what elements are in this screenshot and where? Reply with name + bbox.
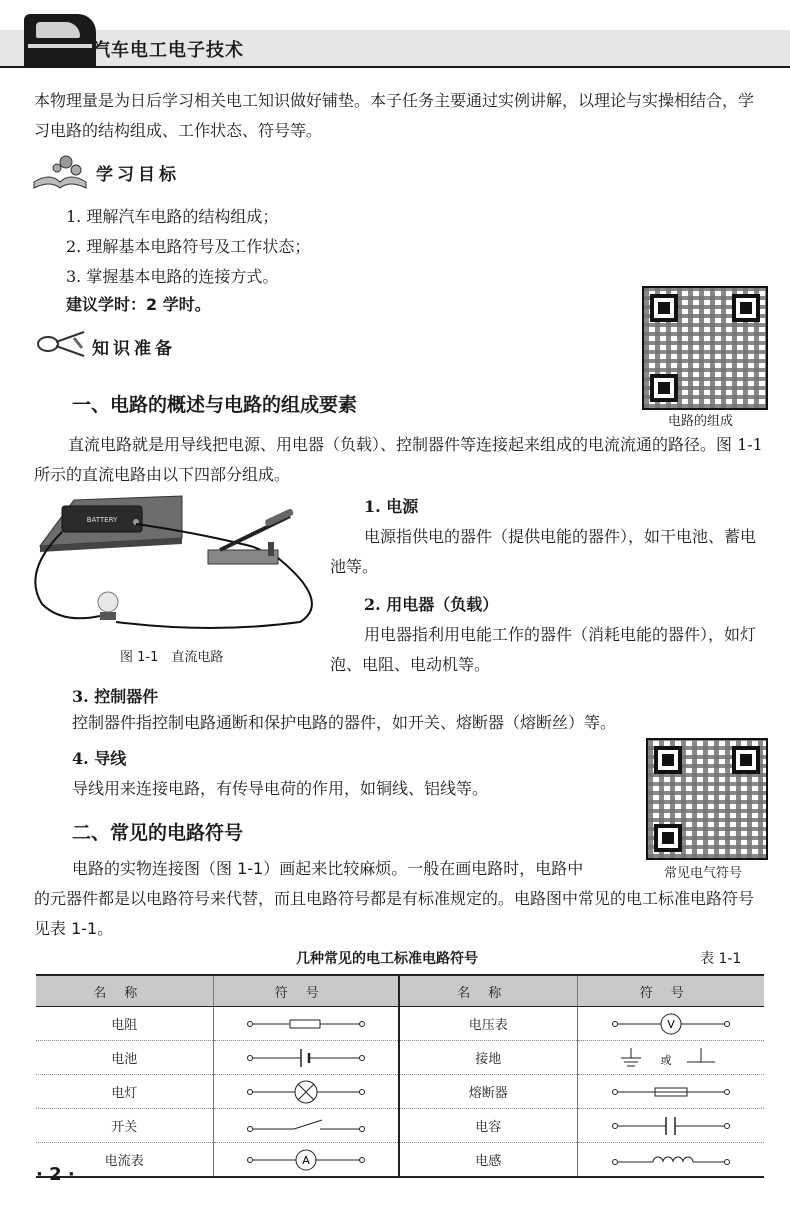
- figure-caption: 图 1-1 直流电路: [120, 650, 224, 665]
- objective-2: 2. 理解基本电路符号及工作状态；: [66, 237, 311, 256]
- name-voltmeter: 电压表: [399, 1007, 577, 1041]
- name-ground: 接地: [399, 1041, 577, 1075]
- prep-title: 知识准备: [92, 339, 176, 359]
- voltmeter-letter: V: [667, 1017, 675, 1031]
- item1-heading: 1. 电源: [364, 497, 419, 516]
- ammeter-symbol-icon: [213, 1143, 399, 1178]
- item3-heading: 3. 控制器件: [72, 687, 159, 706]
- qr-code-electrical-symbols[interactable]: [646, 738, 768, 860]
- switch-symbol-icon: [213, 1109, 399, 1143]
- objectives-title: 学习目标: [96, 165, 180, 185]
- ground-or-label: 或: [660, 1053, 672, 1067]
- name-inductor: 电感: [399, 1143, 577, 1178]
- name-battery: 电池: [36, 1041, 213, 1075]
- item3-text: 控制器件指控制电路通断和保护电路的器件，如开关、熔断器（熔断丝）等。: [72, 713, 617, 732]
- fuse-symbol-icon: [577, 1075, 764, 1109]
- name-resistor: 电阻: [36, 1007, 213, 1041]
- capacitor-symbol-icon: [577, 1109, 764, 1143]
- dc-circuit-figure: [32, 492, 344, 640]
- table-row: [36, 1109, 764, 1143]
- objective-3: 3. 掌握基本电路的连接方式。: [66, 267, 279, 286]
- intro-paragraph: 本物理量是为日后学习相关电工知识做好铺垫。本子任务主要通过实例讲解，以理论与实操相结合，学习电路的结构组成、工作状态、符号等。: [34, 91, 755, 140]
- header-symbol-left: 符号: [213, 975, 399, 1007]
- resistor-symbol-icon: [213, 1007, 399, 1041]
- symbol-table: [36, 974, 764, 1178]
- item4-text: 导线用来连接电路，有传导电荷的作用，如铜线、铝线等。: [72, 779, 489, 798]
- car-logo-icon: [24, 14, 96, 66]
- section1-title: 一、电路的概述与电路的组成要素: [72, 394, 358, 416]
- section2-body-line1: 电路的实物连接图（图 1-1）画起来比较麻烦。一般在画电路时，电路中: [72, 859, 584, 878]
- table-row: [36, 1007, 764, 1041]
- scissors-icon: [34, 326, 90, 362]
- suggested-hours: 建议学时：2 学时。: [66, 295, 211, 314]
- qr1-caption: 电路的组成: [668, 414, 734, 429]
- battery-symbol-icon: [213, 1041, 399, 1075]
- table-number: 表 1-1: [700, 951, 742, 967]
- item2-heading: 2. 用电器（负载）: [364, 595, 499, 614]
- table-row: [36, 1075, 764, 1109]
- qr2-caption: 常见电气符号: [664, 866, 743, 881]
- page-number: · 2 ·: [36, 1164, 75, 1185]
- name-lamp: 电灯: [36, 1075, 213, 1109]
- name-capacitor: 电容: [399, 1109, 577, 1143]
- section1-body: 直流电路就是用导线把电源、用电器（负载）、控制器件等连接起来组成的电流流通的路径。图 1-1 所示的直流电路由以下四部分组成。: [34, 435, 763, 484]
- section2-body-rest: 的元器件都是以电路符号来代替，而且电路符号都是有标准规定的。电路图中常见的电工标准电路符号见表 1-1。: [34, 889, 755, 938]
- qr-code-circuit-composition[interactable]: [642, 286, 768, 410]
- section2-title: 二、常见的电路符号: [72, 822, 244, 844]
- table-title: 几种常见的电工标准电路符号: [296, 951, 478, 967]
- table-row: [36, 1041, 764, 1075]
- inductor-symbol-icon: [577, 1143, 764, 1178]
- book-title: 汽车电工电子技术: [92, 40, 244, 61]
- table-row: [36, 1143, 764, 1178]
- ground-symbol-icon: [577, 1041, 764, 1075]
- voltmeter-symbol-icon: [577, 1007, 764, 1041]
- table-header-row: [36, 975, 764, 1007]
- name-switch: 开关: [36, 1109, 213, 1143]
- name-ammeter: 电流表: [36, 1143, 213, 1178]
- header-name-left: 名称: [36, 975, 213, 1007]
- lamp-symbol-icon: [213, 1075, 399, 1109]
- ammeter-letter: A: [302, 1153, 310, 1167]
- item1-text: 电源指供电的器件（提供电能的器件），如干电池、蓄电池等。: [330, 527, 757, 576]
- item2-text: 用电器指利用电能工作的器件（消耗电能的器件），如灯泡、电阻、电动机等。: [330, 625, 757, 674]
- battery-label: BATTERY: [86, 516, 118, 524]
- name-fuse: 熔断器: [399, 1075, 577, 1109]
- book-flower-icon: [30, 148, 90, 192]
- header-symbol-right: 符号: [577, 975, 764, 1007]
- header-name-right: 名称: [399, 975, 577, 1007]
- objective-1: 1. 理解汽车电路的结构组成；: [66, 207, 279, 226]
- item4-heading: 4. 导线: [72, 749, 127, 768]
